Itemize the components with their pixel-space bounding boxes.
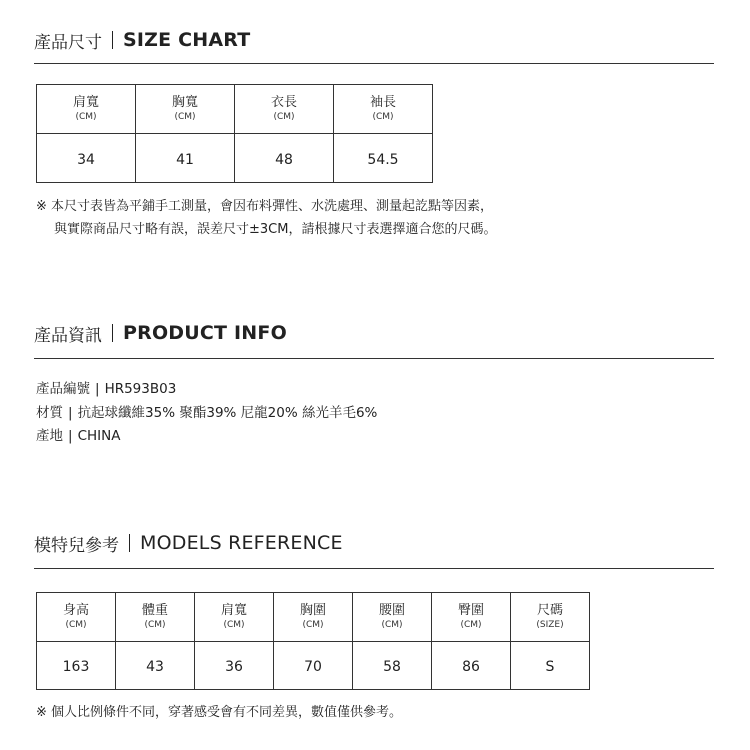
size-chart-value-row — [37, 134, 433, 183]
column-label: 尺碼 — [536, 603, 563, 618]
column-label: 胸寬 — [171, 95, 198, 110]
cell-value: 43 — [146, 659, 164, 675]
info-row-product-code — [36, 378, 377, 402]
cell-value: 163 — [62, 659, 90, 675]
product-info-list — [36, 378, 377, 449]
size-chart-value-cell — [334, 134, 433, 183]
models-header-cell — [195, 593, 274, 642]
models-value-cell — [274, 642, 353, 690]
models-header-cell — [353, 593, 432, 642]
models-header-cell — [274, 593, 353, 642]
cell-value: 36 — [225, 659, 243, 675]
column-unit: (CM) — [273, 112, 295, 122]
models-value-cell — [353, 642, 432, 690]
models-reference-heading-cn: 模特兒參考 — [34, 535, 119, 556]
cell-value: 86 — [462, 659, 480, 675]
column-unit: (CM) — [302, 620, 324, 630]
size-chart-note — [36, 195, 496, 241]
models-value-cell — [432, 642, 511, 690]
column-label: 臀圍 — [457, 603, 484, 618]
size-chart-header-cell — [334, 85, 433, 134]
column-label: 肩寬 — [220, 603, 247, 618]
info-separator: | — [68, 428, 73, 444]
info-label: 材質 — [36, 404, 63, 421]
size-chart-rule — [34, 63, 714, 64]
column-unit: (SIZE) — [536, 620, 564, 630]
cell-value: 41 — [176, 151, 194, 168]
heading-divider — [129, 534, 130, 552]
column-unit: (CM) — [65, 620, 87, 630]
column-unit: (CM) — [174, 112, 196, 122]
info-label: 產品編號 — [36, 381, 90, 397]
size-chart-header-cell — [235, 85, 334, 134]
models-header-cell — [37, 593, 116, 642]
product-info-section — [34, 319, 714, 444]
column-unit: (CM) — [223, 620, 245, 630]
models-reference-heading — [34, 529, 714, 557]
size-chart-value-cell — [37, 134, 136, 183]
models-value-row — [37, 642, 590, 690]
product-info-heading — [34, 319, 714, 347]
column-label: 肩寬 — [72, 95, 99, 110]
column-label: 體重 — [141, 603, 168, 618]
size-chart-header-cell — [136, 85, 235, 134]
models-header-cell — [511, 593, 590, 642]
cell-value: 54.5 — [367, 151, 399, 168]
info-value: 抗起球纖維35% 聚酯39% 尼龍20% 絲光羊毛6% — [77, 404, 378, 421]
product-info-heading-en: PRODUCT INFO — [123, 322, 287, 344]
size-chart-section — [34, 26, 714, 237]
info-separator: | — [68, 404, 73, 421]
models-reference-section — [34, 529, 714, 720]
models-value-cell — [511, 642, 590, 690]
column-unit: (CM) — [144, 620, 166, 630]
cell-value: 34 — [77, 151, 95, 168]
models-reference-rule — [34, 568, 714, 569]
heading-divider — [112, 324, 113, 342]
column-label: 胸圍 — [299, 603, 326, 618]
info-label: 產地 — [36, 428, 63, 444]
models-value-cell — [195, 642, 274, 690]
size-chart-table — [36, 84, 433, 183]
models-header-cell — [432, 593, 511, 642]
column-unit: (CM) — [75, 112, 97, 122]
size-chart-value-cell — [136, 134, 235, 183]
column-label: 袖長 — [369, 95, 396, 110]
models-reference-heading-en: MODELS REFERENCE — [140, 532, 343, 554]
cell-value: 48 — [275, 151, 293, 168]
models-value-cell — [37, 642, 116, 690]
product-info-heading-cn: 產品資訊 — [34, 325, 102, 346]
note-line: 與實際商品尺寸略有誤，誤差尺寸±3CM，請根據尺寸表選擇適合您的尺碼。 — [54, 222, 497, 237]
info-row-material — [36, 402, 377, 426]
models-header-row — [37, 593, 590, 642]
size-chart-value-cell — [235, 134, 334, 183]
size-chart-header-row — [37, 85, 433, 134]
note-line: ※ 本尺寸表皆為平鋪手工測量，會因布料彈性、水洗處理、測量起訖點等因素， — [36, 199, 494, 214]
info-separator: | — [95, 381, 100, 397]
size-chart-heading-cn: 產品尺寸 — [34, 32, 102, 53]
product-info-rule — [34, 358, 714, 359]
info-value: CHINA — [77, 428, 121, 444]
column-label: 身高 — [62, 603, 89, 618]
size-chart-heading-en: SIZE CHART — [123, 29, 251, 51]
heading-divider — [112, 31, 113, 49]
size-chart-header-cell — [37, 85, 136, 134]
column-unit: (CM) — [460, 620, 482, 630]
column-label: 衣長 — [270, 95, 297, 110]
column-label: 腰圍 — [378, 603, 405, 618]
info-row-origin — [36, 425, 377, 449]
models-header-cell — [116, 593, 195, 642]
models-reference-note: ※ 個人比例條件不同，穿著感受會有不同差異，數值僅供參考。 — [36, 705, 403, 720]
column-unit: (CM) — [372, 112, 394, 122]
models-value-cell — [116, 642, 195, 690]
models-reference-table — [36, 592, 590, 690]
size-chart-heading — [34, 26, 714, 54]
cell-value: 70 — [304, 659, 322, 675]
column-unit: (CM) — [381, 620, 403, 630]
cell-value: 58 — [383, 659, 401, 675]
info-value: HR593B03 — [104, 381, 177, 397]
cell-value: S — [545, 659, 555, 675]
